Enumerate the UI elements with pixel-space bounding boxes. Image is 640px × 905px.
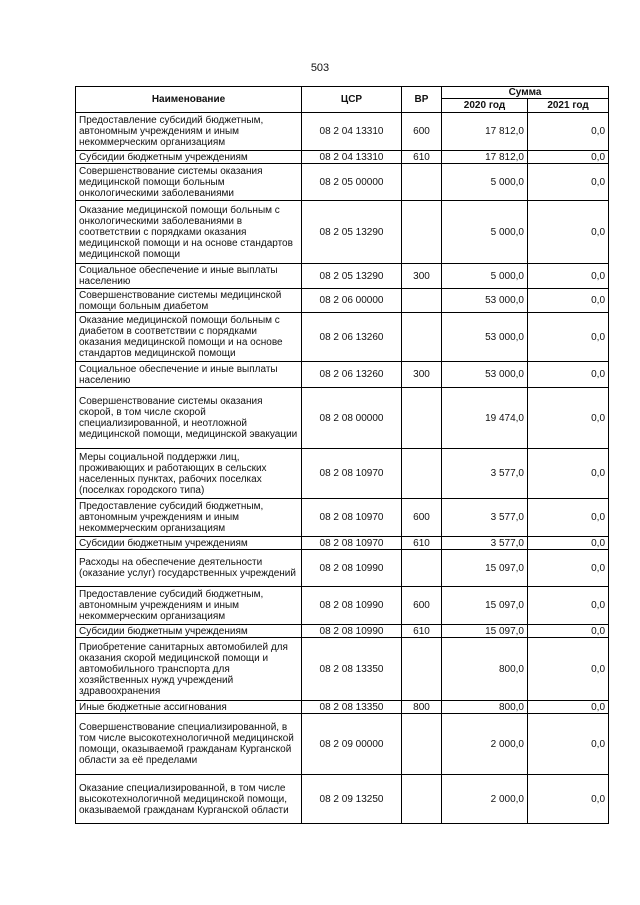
row-2020-amount-cell: 5 000,0 (442, 264, 528, 289)
row-2021-amount-cell: 0,0 (528, 701, 609, 714)
header-year-2021: 2021 год (528, 99, 609, 113)
row-vr-cell (402, 550, 442, 587)
row-2020-amount-cell: 2 000,0 (442, 714, 528, 775)
row-2021-amount-cell: 0,0 (528, 388, 609, 449)
row-2021-amount-cell: 0,0 (528, 164, 609, 201)
row-2021-amount-cell: 0,0 (528, 289, 609, 313)
table-row (76, 775, 609, 824)
row-name-cell: Оказание специализированной, в том числе высокотехнологичной медицинской помощи, оказываемой гражданам Курганской области (76, 775, 302, 824)
row-csr-cell: 08 2 04 13310 (302, 151, 402, 164)
row-csr-cell: 08 2 08 10970 (302, 449, 402, 499)
row-2020-amount-cell: 5 000,0 (442, 201, 528, 264)
row-2021-amount-cell: 0,0 (528, 714, 609, 775)
row-2020-amount-cell: 3 577,0 (442, 537, 528, 550)
table-row (76, 362, 609, 388)
row-csr-cell: 08 2 08 00000 (302, 388, 402, 449)
row-csr-cell: 08 2 05 13290 (302, 201, 402, 264)
table-row (76, 264, 609, 289)
table-row (76, 313, 609, 362)
row-vr-cell (402, 388, 442, 449)
row-name-cell: Предоставление субсидий бюджетным, автономным учреждениям и иным некоммерческим организациям (76, 113, 302, 151)
row-name-cell: Предоставление субсидий бюджетным, автономным учреждениям и иным некоммерческим организациям (76, 499, 302, 537)
row-2021-amount-cell: 0,0 (528, 113, 609, 151)
table-row (76, 164, 609, 201)
row-2021-amount-cell: 0,0 (528, 264, 609, 289)
row-name-cell: Субсидии бюджетным учреждениям (76, 151, 302, 164)
row-vr-cell (402, 714, 442, 775)
row-2020-amount-cell: 3 577,0 (442, 449, 528, 499)
table-row (76, 587, 609, 625)
row-name-cell: Совершенствование системы оказания медицинской помощи больным онкологическими заболеваниями (76, 164, 302, 201)
row-csr-cell: 08 2 08 13350 (302, 638, 402, 701)
row-2020-amount-cell: 15 097,0 (442, 625, 528, 638)
table-row (76, 151, 609, 164)
row-vr-cell (402, 313, 442, 362)
table-row (76, 701, 609, 714)
row-2020-amount-cell: 800,0 (442, 638, 528, 701)
table-row (76, 289, 609, 313)
header-name: Наименование (76, 87, 302, 113)
row-2020-amount-cell: 53 000,0 (442, 313, 528, 362)
row-2021-amount-cell: 0,0 (528, 638, 609, 701)
row-vr-cell (402, 164, 442, 201)
row-2020-amount-cell: 5 000,0 (442, 164, 528, 201)
row-name-cell: Приобретение санитарных автомобилей для оказания скорой медицинской помощи и автомобильного транспорта для хозяйственных нужд учреждений здравоохранения (76, 638, 302, 701)
row-name-cell: Совершенствование специализированной, в том числе высокотехнологичной медицинской помощи, оказываемой гражданам Курганской области за её пределами (76, 714, 302, 775)
row-vr-cell: 610 (402, 625, 442, 638)
table-body (76, 113, 609, 824)
row-2021-amount-cell: 0,0 (528, 449, 609, 499)
table-row (76, 550, 609, 587)
row-name-cell: Меры социальной поддержки лиц, проживающих и работающих в сельских населенных пунктах, рабочих поселках (поселках городского типа) (76, 449, 302, 499)
row-csr-cell: 08 2 08 10990 (302, 550, 402, 587)
row-vr-cell (402, 289, 442, 313)
header-csr: ЦСР (302, 87, 402, 113)
row-csr-cell: 08 2 08 10970 (302, 537, 402, 550)
row-name-cell: Субсидии бюджетным учреждениям (76, 537, 302, 550)
row-2020-amount-cell: 800,0 (442, 701, 528, 714)
row-2020-amount-cell: 3 577,0 (442, 499, 528, 537)
row-name-cell: Социальное обеспечение и иные выплаты населению (76, 264, 302, 289)
row-vr-cell (402, 638, 442, 701)
row-name-cell: Совершенствование системы оказания скорой, в том числе скорой специализированной, и неотложной медицинской помощи, медицинской эвакуации (76, 388, 302, 449)
row-name-cell: Совершенствование системы медицинской помощи больным диабетом (76, 289, 302, 313)
row-2021-amount-cell: 0,0 (528, 201, 609, 264)
header-vr: ВР (402, 87, 442, 113)
row-2020-amount-cell: 15 097,0 (442, 550, 528, 587)
row-name-cell: Предоставление субсидий бюджетным, автономным учреждениям и иным некоммерческим организациям (76, 587, 302, 625)
row-vr-cell: 800 (402, 701, 442, 714)
table-row (76, 638, 609, 701)
row-name-cell: Оказание медицинской помощи больным с онкологическими заболеваниями в соответствии с порядками оказания медицинской помощи и на основе стандартов медицинской помощи (76, 201, 302, 264)
row-2020-amount-cell: 2 000,0 (442, 775, 528, 824)
row-csr-cell: 08 2 05 00000 (302, 164, 402, 201)
row-vr-cell (402, 201, 442, 264)
row-csr-cell: 08 2 08 10990 (302, 625, 402, 638)
table-row (76, 113, 609, 151)
table-row (76, 201, 609, 264)
row-2020-amount-cell: 17 812,0 (442, 151, 528, 164)
budget-table (75, 86, 609, 824)
row-vr-cell (402, 775, 442, 824)
row-csr-cell: 08 2 06 13260 (302, 362, 402, 388)
row-vr-cell: 300 (402, 362, 442, 388)
table-row (76, 499, 609, 537)
row-2021-amount-cell: 0,0 (528, 151, 609, 164)
row-vr-cell (402, 449, 442, 499)
row-name-cell: Иные бюджетные ассигнования (76, 701, 302, 714)
row-name-cell: Оказание медицинской помощи больным с диабетом в соответствии с порядками оказания медицинской помощи и на основе стандартов медицинской помощи (76, 313, 302, 362)
row-csr-cell: 08 2 04 13310 (302, 113, 402, 151)
row-csr-cell: 08 2 09 00000 (302, 714, 402, 775)
row-csr-cell: 08 2 08 13350 (302, 701, 402, 714)
row-csr-cell: 08 2 06 00000 (302, 289, 402, 313)
row-vr-cell: 300 (402, 264, 442, 289)
row-vr-cell: 600 (402, 587, 442, 625)
table-header (76, 87, 609, 113)
row-vr-cell: 610 (402, 537, 442, 550)
row-vr-cell: 610 (402, 151, 442, 164)
row-name-cell: Расходы на обеспечение деятельности (оказание услуг) государственных учреждений (76, 550, 302, 587)
row-2021-amount-cell: 0,0 (528, 625, 609, 638)
row-csr-cell: 08 2 08 10970 (302, 499, 402, 537)
row-2021-amount-cell: 0,0 (528, 499, 609, 537)
row-2021-amount-cell: 0,0 (528, 362, 609, 388)
header-year-2020: 2020 год (442, 99, 528, 113)
row-csr-cell: 08 2 06 13260 (302, 313, 402, 362)
row-vr-cell: 600 (402, 499, 442, 537)
row-2021-amount-cell: 0,0 (528, 775, 609, 824)
table-row (76, 537, 609, 550)
row-vr-cell: 600 (402, 113, 442, 151)
row-csr-cell: 08 2 08 10990 (302, 587, 402, 625)
table-row (76, 714, 609, 775)
table-row (76, 625, 609, 638)
row-name-cell: Субсидии бюджетным учреждениям (76, 625, 302, 638)
row-2021-amount-cell: 0,0 (528, 587, 609, 625)
page-number: 503 (310, 62, 330, 74)
table-row (76, 388, 609, 449)
row-2020-amount-cell: 19 474,0 (442, 388, 528, 449)
row-2021-amount-cell: 0,0 (528, 537, 609, 550)
row-2020-amount-cell: 53 000,0 (442, 362, 528, 388)
row-csr-cell: 08 2 09 13250 (302, 775, 402, 824)
row-2020-amount-cell: 53 000,0 (442, 289, 528, 313)
row-2021-amount-cell: 0,0 (528, 550, 609, 587)
row-2020-amount-cell: 17 812,0 (442, 113, 528, 151)
table-row (76, 449, 609, 499)
header-sum: Сумма (442, 87, 609, 99)
row-2020-amount-cell: 15 097,0 (442, 587, 528, 625)
row-name-cell: Социальное обеспечение и иные выплаты населению (76, 362, 302, 388)
row-csr-cell: 08 2 05 13290 (302, 264, 402, 289)
row-2021-amount-cell: 0,0 (528, 313, 609, 362)
